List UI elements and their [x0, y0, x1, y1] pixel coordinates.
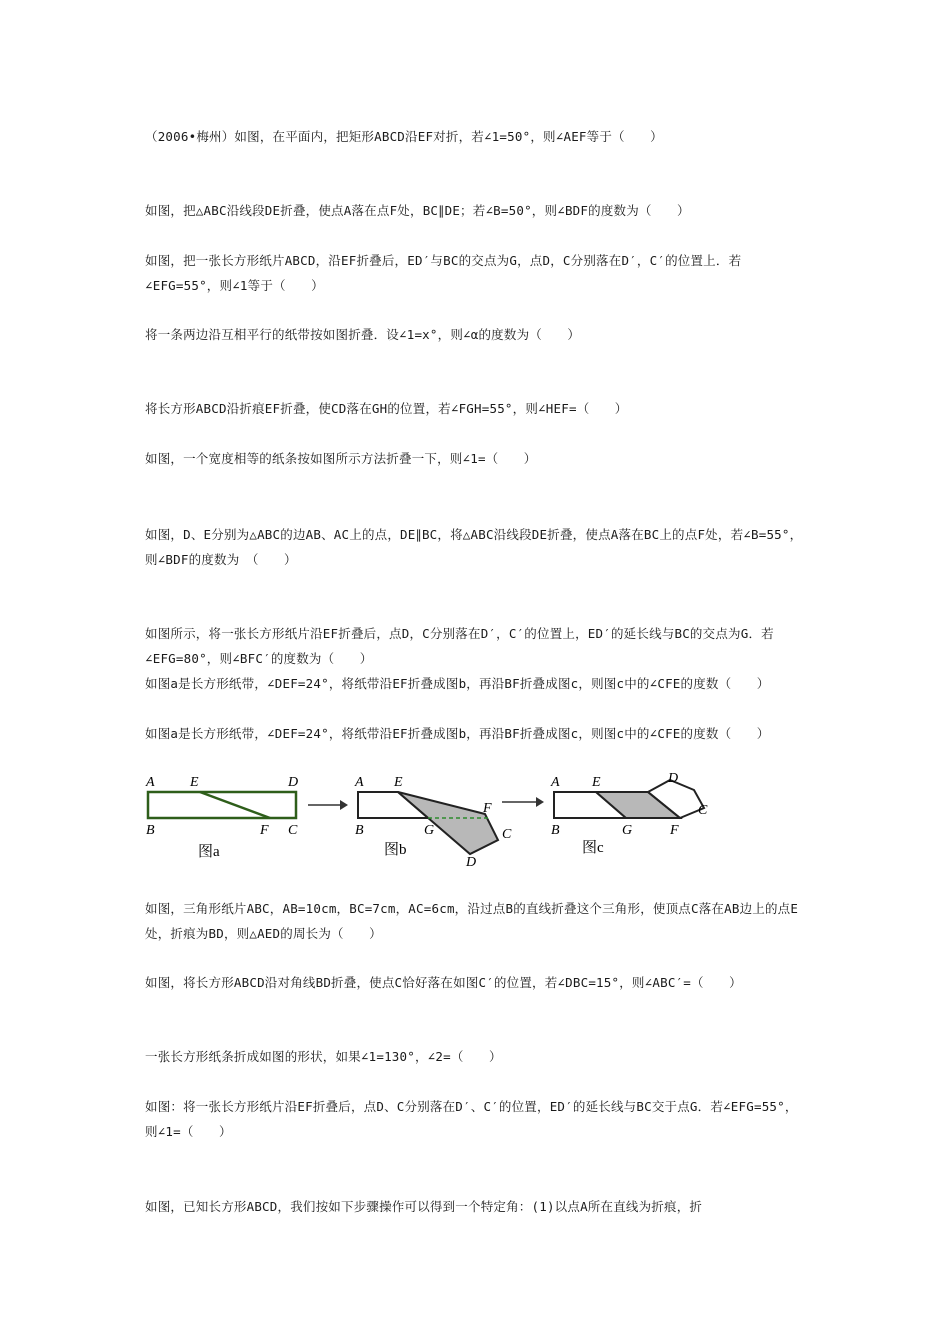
fig-a-rectangle — [148, 792, 296, 818]
question-10: 如图a是长方形纸带，∠DEF=24°，将纸带沿EF折叠成图b，再沿BF折叠成图c，则图c中的∠CFE的度数（ ） — [145, 726, 770, 741]
fig-a-label-B: B — [146, 823, 155, 838]
fig-c-label-D: D — [668, 771, 679, 786]
fig-c-label-A: A — [551, 775, 560, 790]
question-12: 如图，将长方形ABCD沿对角线BD折叠，使点C恰好落在如图C′的位置，若∠DBC=15°，则∠ABC′=（ ） — [145, 975, 742, 990]
question-11: 如图，三角形纸片ABC，AB=10cm，BC=7cm，AC=6cm，沿过点B的直线折叠这个三角形，使顶点C落在AB边上的点E处，折痕为BD，则△AED的周长为（ ） — [145, 901, 799, 941]
folding-figure — [140, 768, 740, 872]
fig-a-label-C: C — [288, 823, 298, 838]
question-13: 一张长方形纸条折成如图的形状，如果∠1=130°，∠2=（ ） — [145, 1049, 502, 1064]
question-8: 如图所示，将一张长方形纸片沿EF折叠后，点D，C分别落在D′，C′的位置上，ED′的延长线与BC的交点为G．若∠EFG=80°，则∠BFC′的度数为（ ） — [145, 626, 774, 666]
fig-a-label-D: D — [288, 775, 299, 790]
fig-c-label-B: B — [551, 823, 560, 838]
fig-b-label-C: C — [502, 827, 512, 842]
fig-c-label-C: C — [698, 803, 708, 818]
question-15: 如图，已知长方形ABCD，我们按如下步骤操作可以得到一个特定角：(1)以点A所在直线为折痕，折 — [145, 1199, 703, 1214]
fig-c-caption: 图c — [582, 840, 604, 856]
folding-figure-svg — [140, 768, 740, 868]
fig-a-caption: 图a — [198, 844, 220, 860]
fig-b-label-E: E — [394, 775, 403, 790]
fig-c-label-G: G — [622, 823, 633, 838]
fig-a-crease — [200, 792, 270, 818]
fig-b-label-F: F — [483, 801, 492, 816]
question-7: 如图，D、E分别为△ABC的边AB、AC上的点，DE∥BC，将△ABC沿线段DE折叠，使点A落在BC上的点F处，若∠B=55°，则∠BDF的度数为 （ ） — [145, 527, 803, 567]
fig-b-label-B: B — [355, 823, 364, 838]
question-6: 如图，一个宽度相等的纸条按如图所示方法折叠一下，则∠1=（ ） — [145, 451, 537, 466]
fig-b-label-D: D — [466, 855, 477, 868]
question-5: 将长方形ABCD沿折痕EF折叠，使CD落在GH的位置，若∠FGH=55°，则∠HEF=（ ） — [145, 401, 628, 416]
question-1: （2006•梅州）如图，在平面内，把矩形ABCD沿EF对折，若∠1=50°，则∠AEF等于（ ） — [145, 129, 663, 144]
fig-c-label-F: F — [670, 823, 679, 838]
question-4: 将一条两边沿互相平行的纸带按如图折叠．设∠1=x°，则∠α的度数为（ ） — [145, 327, 581, 342]
fig-a-label-F: F — [260, 823, 269, 838]
question-9: 如图a是长方形纸带，∠DEF=24°，将纸带沿EF折叠成图b，再沿BF折叠成图c，则图c中的∠CFE的度数（ ） — [145, 676, 770, 691]
fig-b-caption: 图b — [384, 842, 407, 858]
fig-c-label-E: E — [592, 775, 601, 790]
fig-a-label-A: A — [146, 775, 155, 790]
arrow-2-head — [536, 797, 544, 807]
fig-c-shaded-part — [596, 792, 680, 818]
fig-b-label-G: G — [424, 823, 435, 838]
fig-a-label-E: E — [190, 775, 199, 790]
arrow-1-head — [340, 800, 348, 810]
fig-b-label-A: A — [355, 775, 364, 790]
question-2: 如图，把△ABC沿线段DE折叠，使点A落在点F处，BC∥DE；若∠B=50°，则∠BDF的度数为（ ） — [145, 203, 690, 218]
question-3: 如图，把一张长方形纸片ABCD，沿EF折叠后，ED′与BC的交点为G，点D，C分别落在D′，C′的位置上．若∠EFG=55°，则∠1等于（ ） — [145, 253, 742, 293]
question-14: 如图：将一张长方形纸片沿EF折叠后，点D、C分别落在D′、C′的位置，ED′的延长线与BC交于点G．若∠EFG=55°，则∠1=（ ） — [145, 1099, 798, 1139]
